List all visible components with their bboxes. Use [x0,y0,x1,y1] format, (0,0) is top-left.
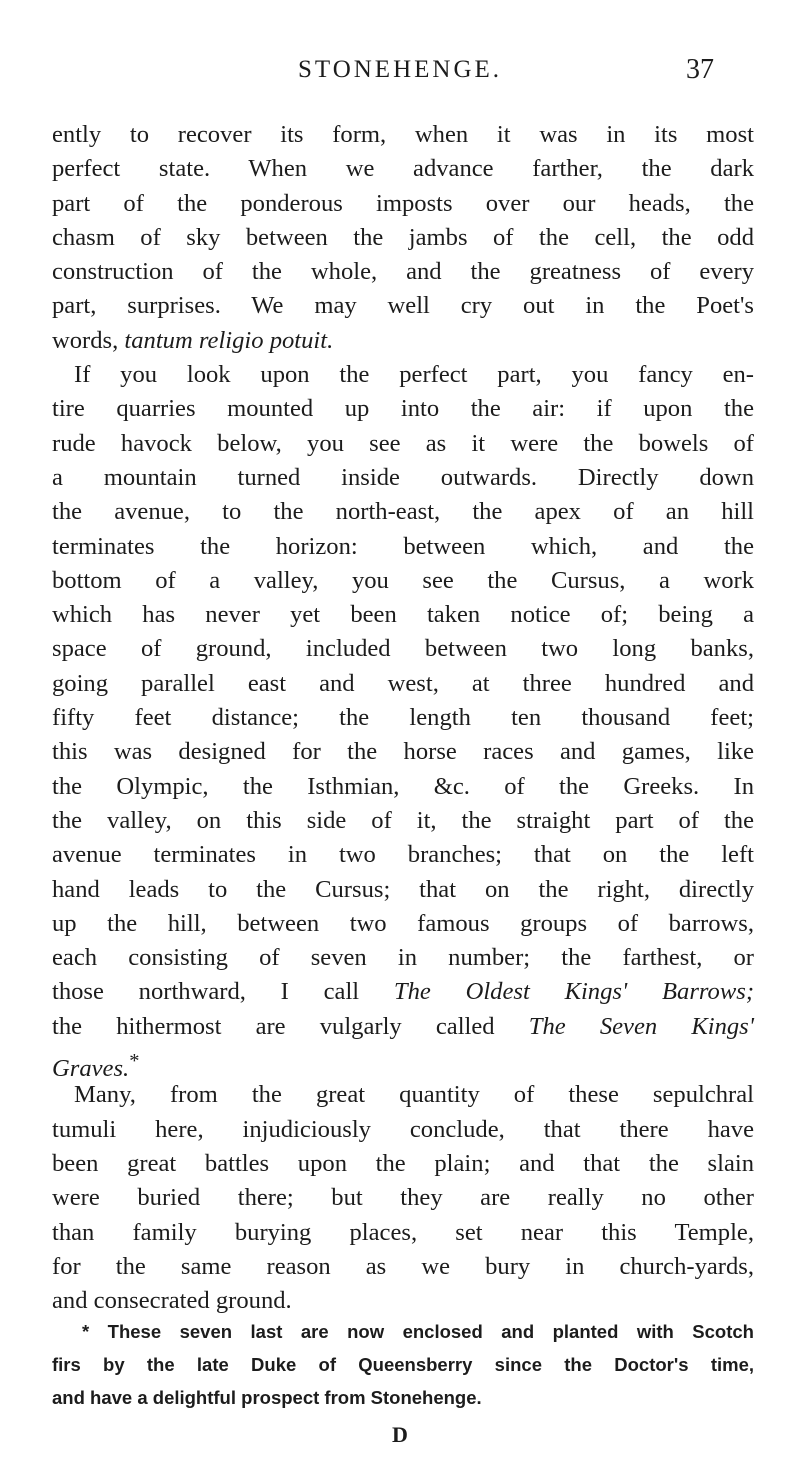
text-line: the valley, on this side of it, the straight part of the [52,806,754,834]
text-line: rude havock below, you see as it were the bowels of [52,429,754,457]
text-line: terminates the horizon: between which, and the [52,532,754,560]
text-line [52,1010,754,1044]
footnote-reference: * [129,1050,140,1073]
paragraph-start-line: If you look upon the perfect part, you fancy en- [74,361,754,389]
text-line: avenue terminates in two branches; that on the left [52,841,754,869]
text-line: which has never yet been taken notice of; being a [52,601,754,629]
text-line: chasm of sky between the jambs of the cell, the odd [52,223,754,251]
text-line: a mountain turned inside outwards. Directly down [52,463,754,491]
text-line: been great battles upon the plain; and that the slain [52,1149,754,1177]
text-line: than family burying places, set near this Temple, [52,1218,754,1246]
text-line: perfect state. When we advance farther, the dark [52,155,754,183]
page-number: 37 [686,54,714,85]
running-title: STONEHENGE. [297,56,503,83]
italic-name: Graves. [52,1055,130,1083]
text-line: for the same reason as we bury in church-yards, [52,1252,754,1280]
text-line: fifty feet distance; the length ten thousand feet; [52,704,754,732]
text-line: the Olympic, the Isthmian, &c. of the Greeks. In [52,772,754,800]
footnote-line: and have a delightful prospect from Stonehenge. [52,1387,482,1408]
text-line: and consecrated ground. [52,1287,292,1315]
text-line: part, surprises. We may well cry out in the Poet's [52,292,754,320]
text-fragment: those northward, I call [52,978,394,1006]
text-line: the avenue, to the north-east, the apex of an hill [52,498,754,526]
text-line: space of ground, included between two long banks, [52,635,754,663]
text-fragment: the hithermost are vulgarly called [52,1012,529,1040]
text-line: part of the ponderous imposts over our heads, the [52,189,754,217]
body-text [52,118,754,1318]
signature-mark: D [392,1422,408,1447]
italic-name: The Oldest Kings' Barrows; [393,978,755,1006]
italic-quotation: tantum religio potuit. [124,326,334,354]
text-line [52,1044,754,1083]
text-line: each consisting of seven in number; the farthest, or [52,944,754,972]
text-line: tumuli here, injudiciously conclude, that there have [52,1115,754,1143]
text-line: hand leads to the Cursus; that on the right, directly [52,875,754,903]
footnote [52,1315,754,1414]
text-line: ently to recover its form, when it was in its most [52,121,754,148]
text-line: were buried there; but they are really no other [52,1184,754,1212]
text-line: bottom of a valley, you see the Cursus, a work [52,566,754,594]
italic-name: The Seven Kings' [528,1012,754,1040]
running-head [0,50,800,90]
text-line: this was designed for the horse races and games, like [52,738,754,766]
text-line [52,975,754,1009]
footnote-line: firs by the late Duke of Queensberry since the Doctor's time, [52,1354,754,1375]
paragraph-start-line: Many, from the great quantity of these sepulchral [74,1081,754,1109]
text-line: construction of the whole, and the greatness of every [52,258,754,286]
text-line: going parallel east and west, at three hundred and [52,669,754,697]
text-line [52,324,754,358]
footnote-line: * These seven last are now enclosed and planted with Scotch [82,1321,754,1342]
text-line: tire quarries mounted up into the air: if upon the [52,395,754,423]
text-line: up the hill, between two famous groups of barrows, [52,909,754,937]
text-fragment: words, [52,326,125,354]
